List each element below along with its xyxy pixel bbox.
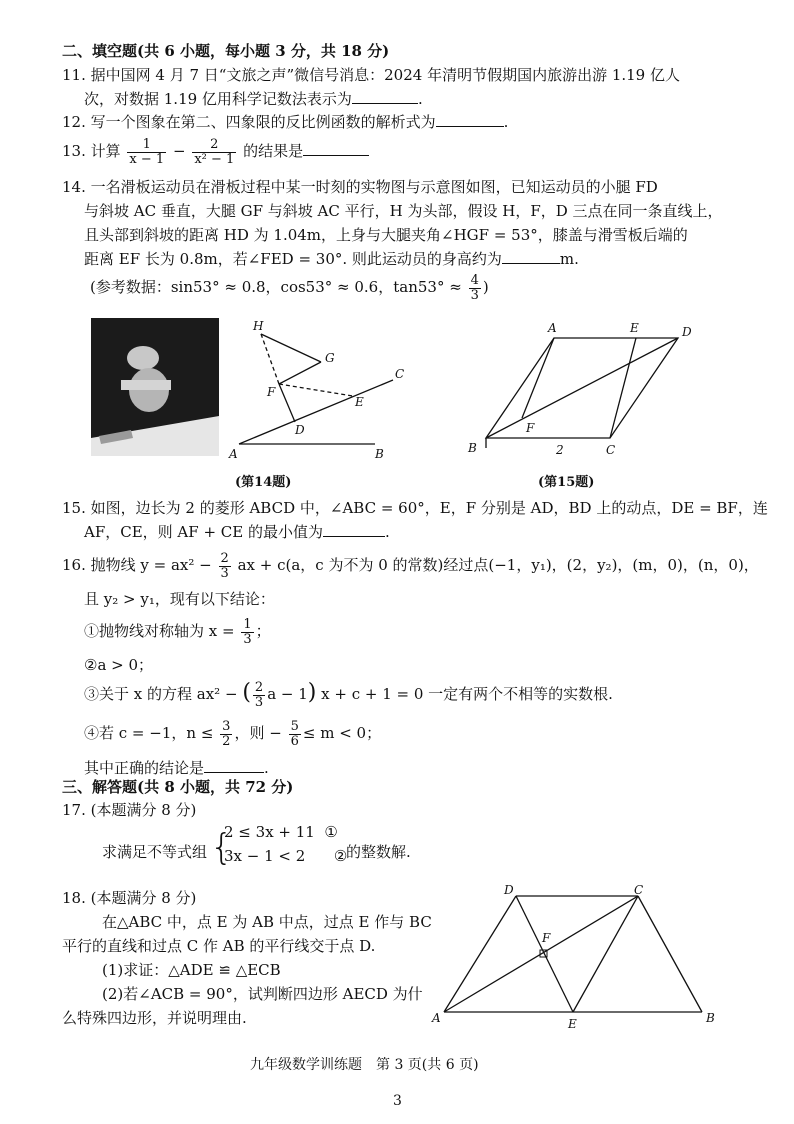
fig14-label-C: C xyxy=(395,367,405,381)
fig18-label-A: A xyxy=(432,1011,441,1025)
figure-15-caption: (第15题) xyxy=(538,475,595,490)
q16-answer-blank xyxy=(204,758,264,773)
figure-14-diagram xyxy=(225,316,415,464)
fig18-label-E: E xyxy=(568,1017,577,1030)
figure-18-diagram xyxy=(430,882,730,1030)
figure-14-caption: (第14题) xyxy=(235,475,292,490)
q14-line1: 14. 一名滑板运动员在滑板过程中某一时刻的实物图与示意图如图，已知运动员的小腿 FD xyxy=(62,178,658,196)
page-footer: 九年级数学训练题 第 3 页(共 6 页) xyxy=(250,1057,479,1073)
fig14-label-B: B xyxy=(375,447,384,461)
q11-answer-blank xyxy=(352,89,418,104)
q16-conclusion-3: ③关于 x 的方程 ax² − ( $\frac{2}{3}$ a − 1) x + c + 1 = 0 一定有两个不相等的实数根. xyxy=(84,679,613,710)
q16-conclusion-1: ①抛物线对称轴为 x = $\frac{1}{3}$ ； xyxy=(84,616,271,647)
fig15-label-C: C xyxy=(606,443,616,457)
q14-line2: 与斜坡 AC 垂直，大腿 GF 与斜坡 AC 平行，H 为头部，假设 H，F，D 三点在同一条直线上， xyxy=(84,202,723,220)
fig15-label-D: D xyxy=(682,325,692,339)
fig14-label-E: E xyxy=(355,395,364,409)
q17-suffix: 的整数解. xyxy=(346,843,411,861)
fig14-label-F: F xyxy=(267,385,276,399)
q14-line3: 且头部到斜坡的距离 HD 为 1.04m，上身与大腿夹角∠HGF = 53°，膝盖与滑雪板后端的 xyxy=(84,226,688,244)
q18-part1: (1)求证：△ADE ≌ △ECB xyxy=(102,961,281,979)
fig15-label-B: B xyxy=(468,441,477,455)
q13-suffix: 的结果是 xyxy=(243,142,304,160)
q18-head: 18. (本题满分 8 分) xyxy=(62,889,197,907)
q12-answer-blank xyxy=(436,112,504,127)
q12: 12. 写一个图象在第二、四象限的反比例函数的解析式为 . xyxy=(62,113,509,131)
q18-line2: 平行的直线和过点 C 作 AB 的平行线交于点 D. xyxy=(62,937,376,955)
fig18-label-F: F xyxy=(542,931,551,945)
q13-answer-blank xyxy=(303,141,369,156)
fig18-label-C: C xyxy=(634,883,644,897)
q13-prefix: 13. 计算 xyxy=(62,142,121,160)
q14-reference-data: (参考数据：sin53° ≈ 0.8，cos53° ≈ 0.6，tan53° ≈ $\frac{4}{3}$ ) xyxy=(90,272,489,303)
photo-silhouette xyxy=(91,318,219,456)
fig15-label-E: E xyxy=(630,321,639,335)
section-title-fill-blank: 二、填空题(共 6 小题，每小题 3 分，共 18 分) xyxy=(62,42,390,60)
q13-fraction-2: $\frac{2}{\text{x² − 1}}$ xyxy=(194,136,235,167)
fig15-label-2: 2 xyxy=(556,443,564,457)
fig15-label-F: F xyxy=(526,421,535,435)
figure-15-diagram xyxy=(460,318,705,460)
page-number: 3 xyxy=(393,1093,402,1109)
q18-part2-line2: 么特殊四边形，并说明理由. xyxy=(62,1009,247,1027)
q17-inequality-2: 3x − 1 < 2 ② xyxy=(224,847,348,865)
fig14-label-D: D xyxy=(295,423,305,437)
q16-line1: 16. 抛物线 y = ax² − $\frac{2}{3}$ ax + c(a，c 为不为 0 的常数)经过点(−1，y₁)，(2，y₂)，(m，0)，(n，0)， xyxy=(62,550,759,581)
q11-line1: 11. 据中国网 4 月 7 日“文旅之声”微信号消息：2024 年清明节假期国内旅游出游 1.19 亿人 xyxy=(62,66,680,84)
fig15-label-A: A xyxy=(548,321,557,335)
q14-answer-blank xyxy=(502,249,560,264)
q18-line1: 在△ABC 中，点 E 为 AB 中点，过点 E 作与 BC xyxy=(102,913,432,931)
skateboarder-photo xyxy=(91,318,219,456)
fig14-label-H: H xyxy=(253,319,264,333)
section-title-solve: 三、解答题(共 8 小题，共 72 分) xyxy=(62,778,294,796)
q14-line4: 距离 EF 长为 0.8m，若∠FED = 30°. 则此运动员的身高约为 m. xyxy=(84,250,579,268)
q15-line1: 15. 如图，边长为 2 的菱形 ABCD 中，∠ABC = 60°，E，F 分别是 AD，BD 上的动点，DE = BF，连 xyxy=(62,499,768,517)
fig14-label-A: A xyxy=(229,447,238,461)
q16-tail: 其中正确的结论是 . xyxy=(84,759,269,777)
q16-conclusion-4: ④若 c = −1，n ≤ $\frac{3}{2}$ ，则 − $\frac{5}{6}$ ≤ m < 0； xyxy=(84,718,382,749)
q17-inequality-1: 2 ≤ 3x + 11 ① xyxy=(224,823,338,841)
q15-line2: AF，CE，则 AF + CE 的最小值为 . xyxy=(84,523,390,541)
q15-answer-blank xyxy=(323,522,385,537)
q11-text: 次，对数据 1.19 亿用科学记数法表示为 xyxy=(84,90,352,108)
fig14-label-G: G xyxy=(325,351,335,365)
q17-brace: { xyxy=(210,827,233,868)
q13-fraction-1: $\frac{1}{x - 1}$ xyxy=(129,136,165,167)
fig18-label-D: D xyxy=(504,883,514,897)
q11-line2: 次，对数据 1.19 亿用科学记数法表示为 . xyxy=(84,90,423,108)
q18-part2-line1: (2)若∠ACB = 90°，试判断四边形 AECD 为什 xyxy=(102,985,423,1003)
fig18-label-B: B xyxy=(706,1011,715,1025)
q13: 13. 计算 $\frac{1}{x - 1}$ − $\frac{2}{\text{x² − 1}}$ 的结果是 xyxy=(62,134,369,168)
q17-head: 17. (本题满分 8 分) xyxy=(62,801,197,819)
q16-conclusion-2: ②a > 0； xyxy=(84,656,154,674)
q17-prefix: 求满足不等式组 xyxy=(102,843,208,861)
q16-line2: 且 y₂ > y₁，现有以下结论： xyxy=(84,590,275,608)
q12-text: 12. 写一个图象在第二、四象限的反比例函数的解析式为 xyxy=(62,113,436,131)
